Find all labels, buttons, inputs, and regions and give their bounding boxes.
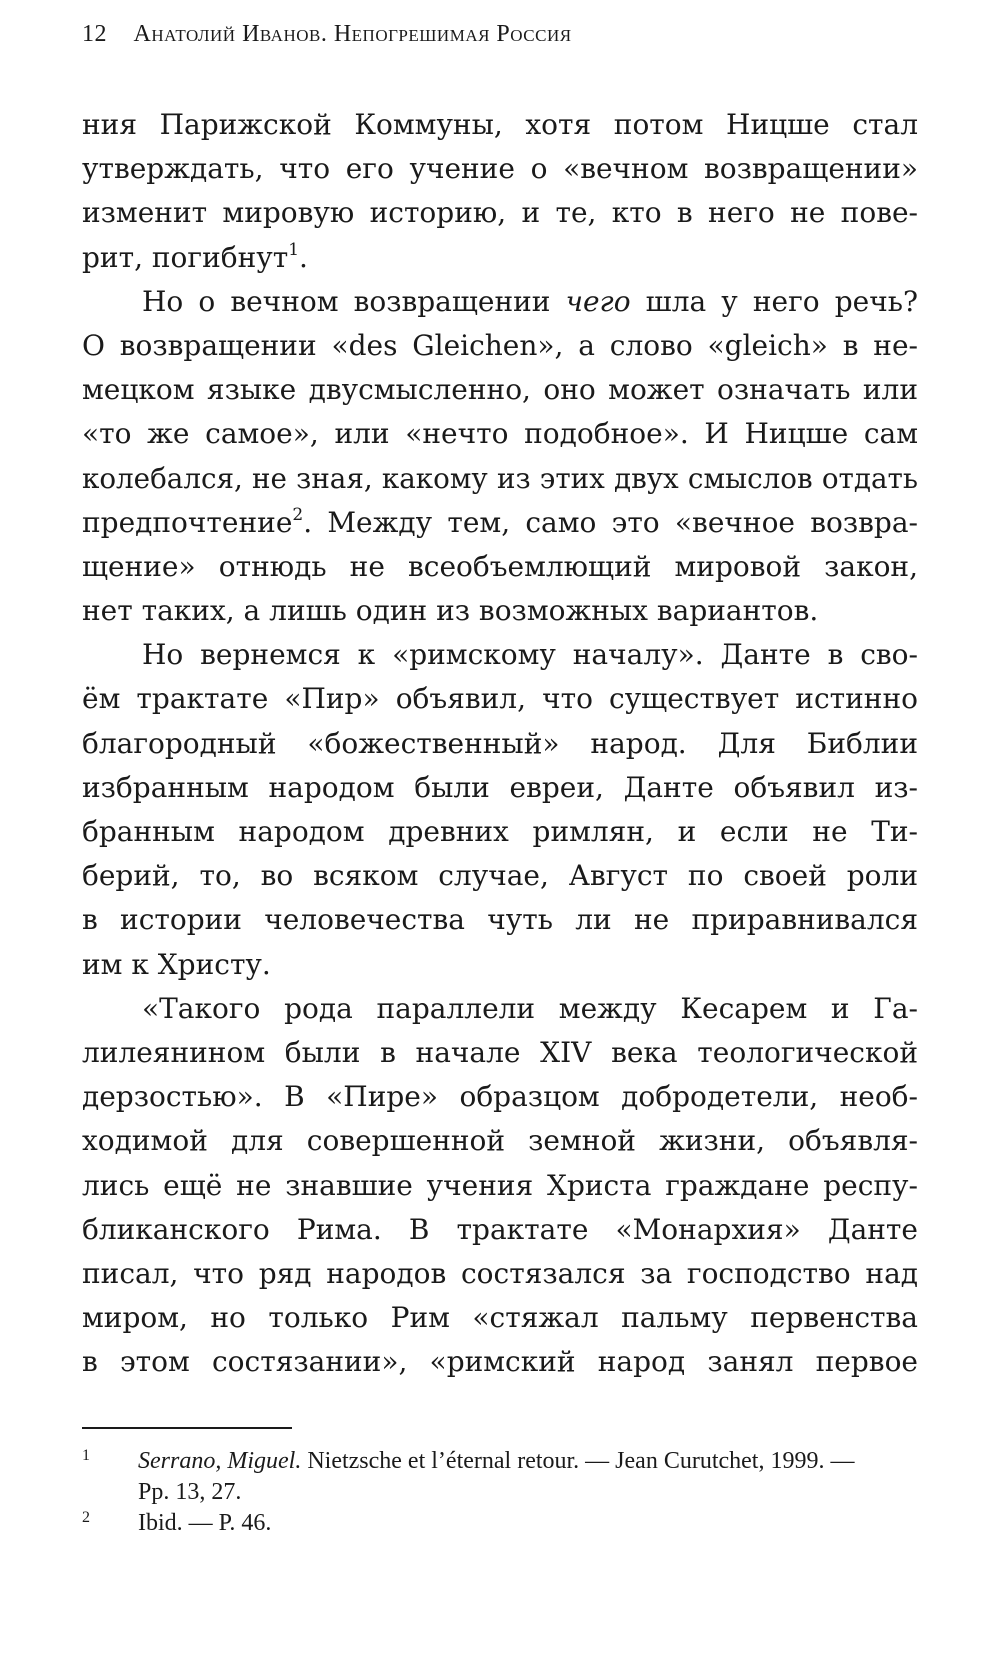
text-line: ния Парижской Коммуны, хотя потом Ницше стал	[82, 108, 918, 141]
text-line	[82, 501, 918, 545]
text-line: щение» отнюдь не всеобъемлющий мировой закон,	[82, 549, 918, 583]
text-line: дерзостью». В «Пире» образцом добродетели, необ-	[82, 1080, 918, 1114]
text-line: избранным народом были евреи, Данте объявил из-	[82, 770, 918, 804]
text-line	[82, 280, 918, 324]
text-line: О возвращении «des Gleichen», а слово «gleich» в не-	[82, 328, 918, 362]
emphasis: чего	[565, 284, 631, 318]
running-title: Анатолий Иванов. Непогрешимая Россия	[133, 21, 572, 47]
footnote-text	[138, 1446, 918, 1508]
text-line: благородный «божественный» народ. Для Библии	[82, 726, 918, 760]
text-line: берий, то, во всяком случае, Август по своей роли	[82, 859, 918, 893]
text-line	[82, 236, 918, 280]
text-line: «то же самое», или «нечто подобное». И Ницше сам	[82, 417, 918, 451]
footnote	[82, 1508, 918, 1539]
text-line: в этом состязании», «римский народ занял первое	[82, 1345, 918, 1379]
footnote-fragment: Nietzsche et l’éternal retour. — Jean Curutchet, 1999. —	[301, 1448, 855, 1474]
footnote-author: Serrano, Miguel.	[138, 1448, 302, 1474]
text-fragment: . Между тем, само это «вечное возвра-	[303, 505, 918, 539]
text-line: ходимой для совершенной земной жизни, объявля-	[82, 1124, 918, 1158]
text-line: утверждать, что его учение о «вечном возвращении»	[82, 152, 918, 186]
footnote-line: Pp. 13, 27.	[138, 1479, 242, 1505]
footnote-number: 1	[82, 1447, 90, 1464]
text-line: колебался, не зная, какому из этих двух смыслов отдать	[82, 461, 918, 495]
running-head	[82, 14, 572, 54]
book-page	[82, 0, 918, 1661]
text-fragment: Но о вечном возвращении	[142, 284, 566, 318]
text-line: бранным народом древних римлян, и если не Ти-	[82, 815, 918, 848]
text-fragment: рит, погибнут	[82, 240, 289, 274]
footnote-line	[138, 1446, 918, 1477]
text-fragment: шла у него речь?	[630, 284, 918, 318]
text-line: писал, что ряд народов состязался за господство над	[82, 1256, 918, 1290]
text-line: ём трактате «Пир» объявил, что существует истинно	[82, 682, 918, 716]
text-line: бликанского Рима. В трактате «Монархия» Данте	[82, 1212, 918, 1246]
text-line: миром, но только Рим «стяжал пальму первенства	[82, 1301, 918, 1335]
text-line: лись ещё не знавшие учения Христа граждане респу-	[82, 1168, 918, 1202]
text-line: мецком языке двусмысленно, оно может означать или	[82, 373, 918, 407]
footnote-divider	[82, 1427, 292, 1429]
text-line: лилеянином были в начале XIV века теологической	[82, 1035, 918, 1069]
footnote-line: Ibid. — P. 46.	[138, 1510, 272, 1536]
page-number: 12	[82, 21, 107, 47]
footnote-reference: 1	[288, 239, 300, 260]
text-line: в истории человечества чуть ли не приравнивался	[82, 903, 918, 937]
text-line: «Такого рода параллели между Кесарем и Га-	[142, 991, 918, 1025]
punctuation: .	[299, 240, 308, 274]
text-fragment: предпочтение	[82, 505, 293, 539]
footnote-reference: 2	[292, 504, 304, 525]
footnote-number: 2	[82, 1509, 90, 1526]
main-text	[82, 103, 918, 1384]
text-line: изменит мировую историю, и те, кто в него не пове-	[82, 196, 918, 230]
text-line: им к Христу.	[82, 947, 271, 981]
footnotes	[82, 1446, 918, 1539]
footnote-text	[138, 1508, 918, 1539]
text-line: Но вернемся к «римскому началу». Данте в сво-	[142, 638, 918, 672]
footnote	[82, 1446, 918, 1508]
text-line: нет таких, а лишь один из возможных вариантов.	[82, 594, 819, 628]
